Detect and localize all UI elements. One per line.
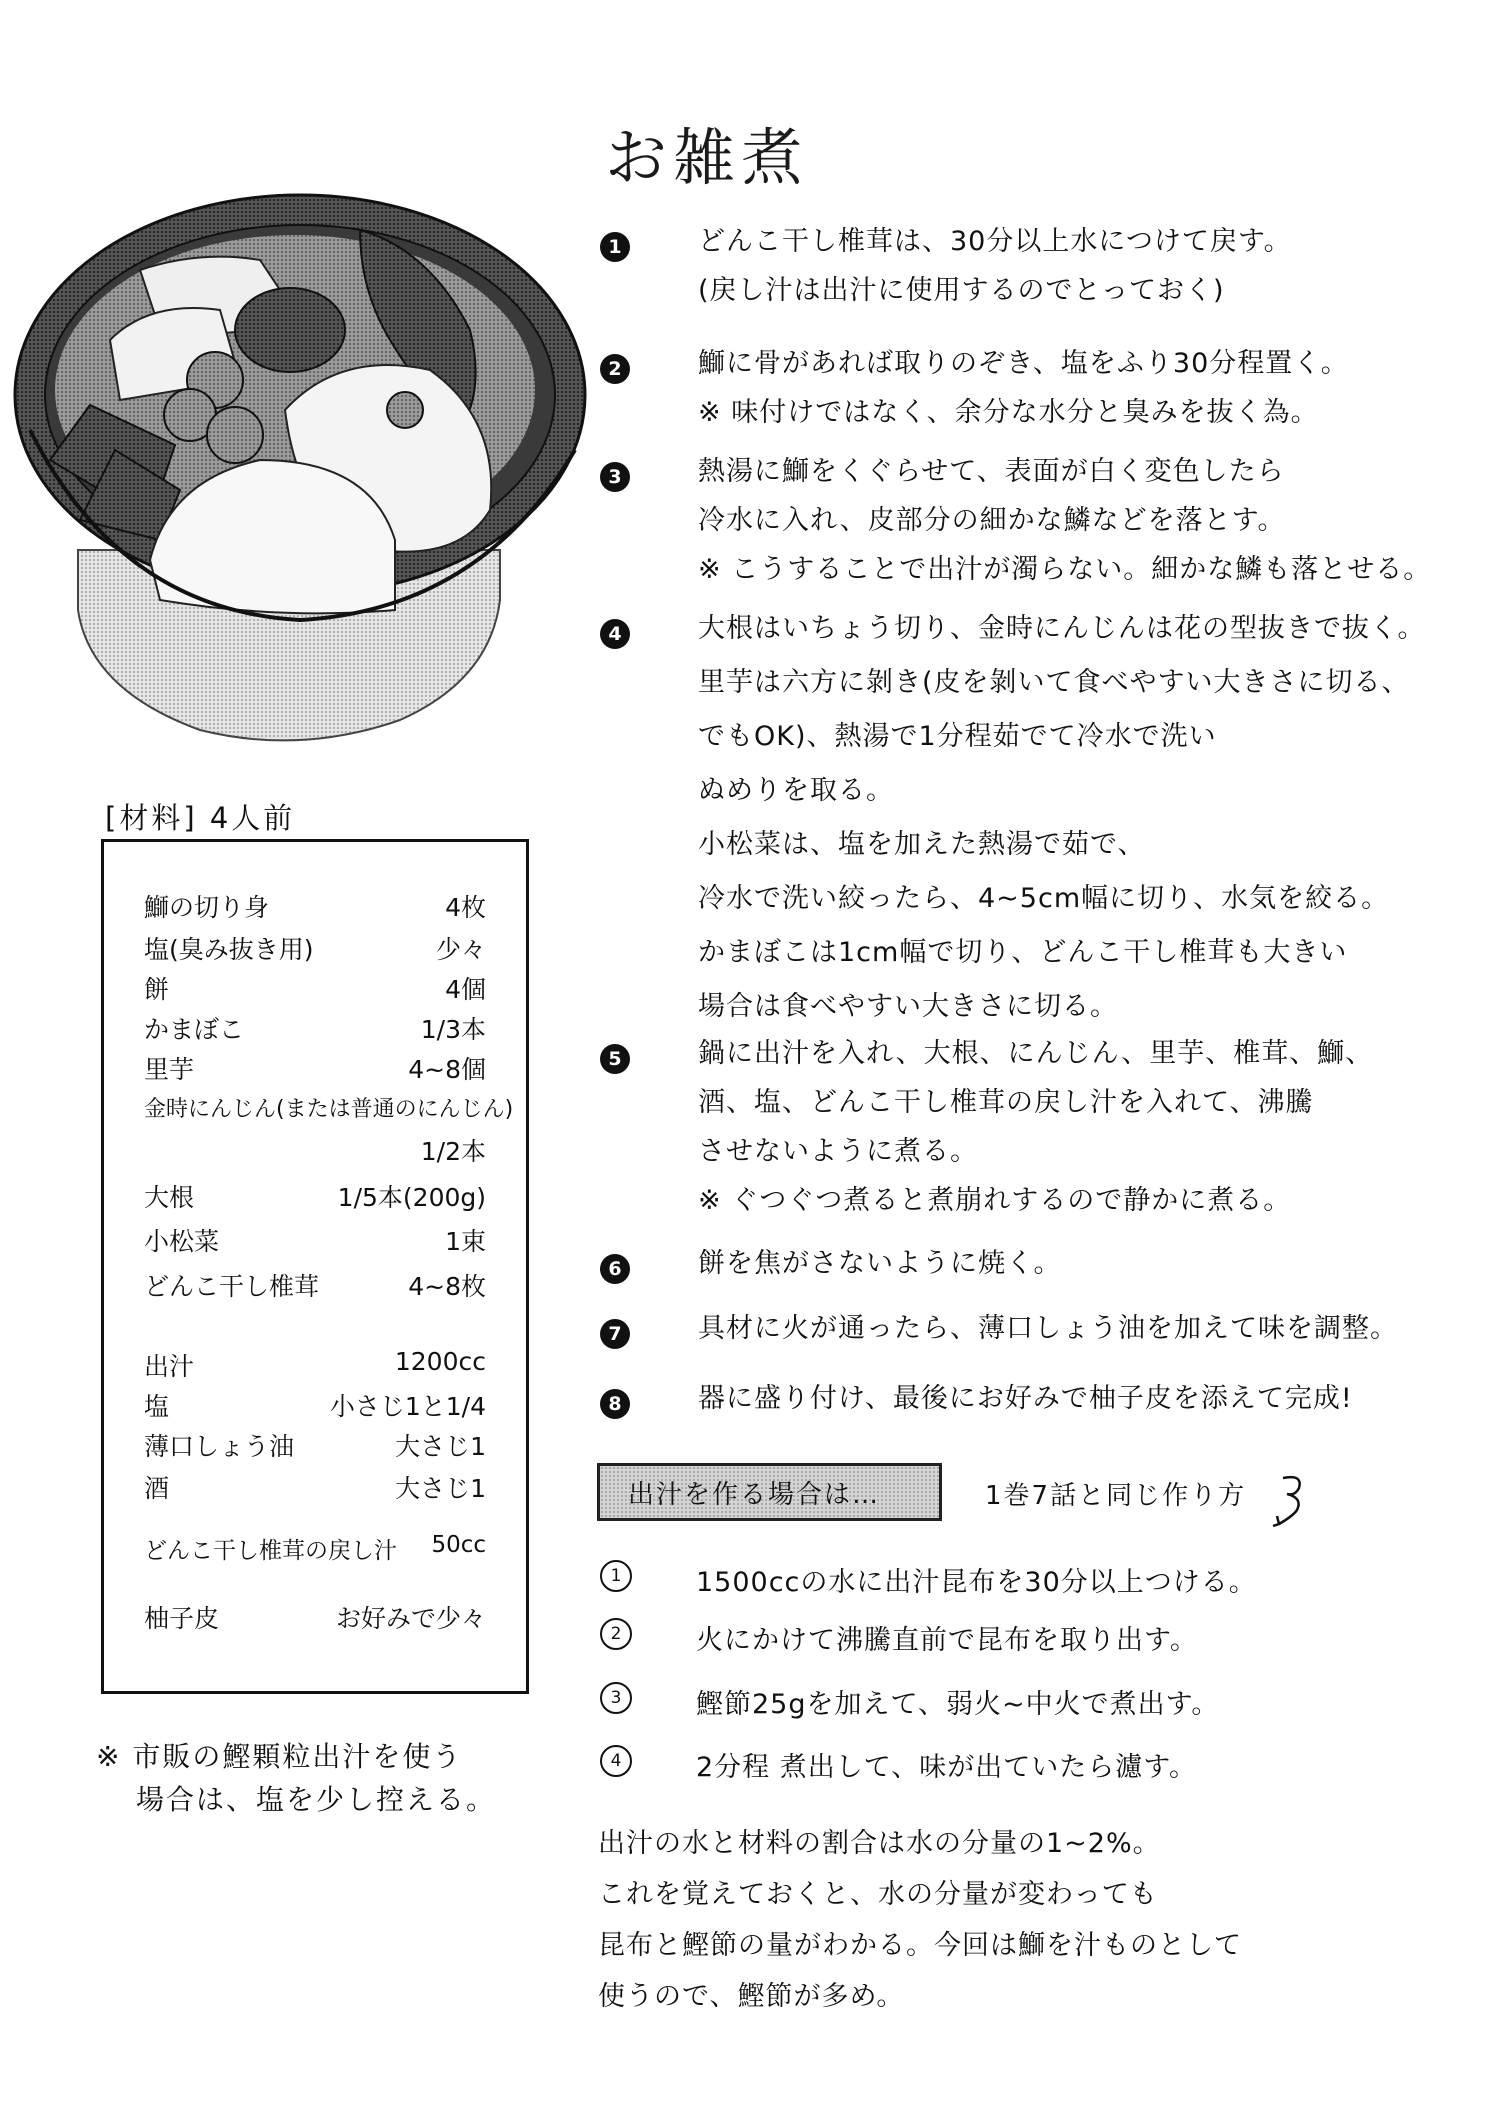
step-text: (戻し汁は出汁に使用するのでとっておく) xyxy=(698,275,1225,306)
ingredient-qty: 4~8個 xyxy=(408,1055,486,1084)
footnote-line: 場合は、塩を少し控える。 xyxy=(136,1783,497,1817)
ingredient-name: 餅 xyxy=(144,975,170,1004)
step-text: させないように煮る。 xyxy=(698,1136,978,1167)
step-number-circle: 2 xyxy=(600,1618,632,1650)
step-number-badge: 5 xyxy=(600,1044,630,1074)
step-text: 器に盛り付け、最後にお好みで柚子皮を添えて完成! xyxy=(698,1383,1353,1414)
step-text: 熱湯に鰤をくぐらせて、表面が白く変色したら xyxy=(698,456,1285,487)
dashi-granule-footnote xyxy=(96,1735,496,1822)
step-text: ※ 味付けではなく、余分な水分と臭みを抜く為。 xyxy=(698,397,1319,428)
ingredient-row xyxy=(144,1469,486,1503)
ingredient-row xyxy=(144,1427,486,1461)
step-text: 冷水で洗い絞ったら、4~5cm幅に切り、水気を絞る。 xyxy=(698,883,1390,914)
dashi-step-text: 鰹節25gを加えて、弱火~中火で煮出す。 xyxy=(696,1689,1220,1720)
dashi-reference-note: 1巻7話と同じ作り方 xyxy=(985,1481,1247,1511)
note-line: 昆布と鰹節の量がわかる。今回は鰤を汁ものとして xyxy=(598,1930,1242,1961)
note-line: 出汁の水と材料の割合は水の分量の1~2%。 xyxy=(598,1828,1161,1859)
step-text: 里芋は六方に剝き(皮を剝いて食べやすい大きさに切る、 xyxy=(698,667,1410,698)
step-text: どんこ干し椎茸は、30分以上水につけて戻す。 xyxy=(698,226,1292,257)
ingredient-qty: 少々 xyxy=(435,935,486,964)
step-text: ※ ぐつぐつ煮ると煮崩れするので静かに煮る。 xyxy=(698,1185,1292,1216)
ingredient-qty: 4個 xyxy=(445,975,486,1004)
ingredient-row xyxy=(144,1050,486,1084)
step-number-circle: 1 xyxy=(600,1560,632,1592)
footnote-line: ※ 市販の鰹顆粒出汁を使う xyxy=(96,1740,463,1773)
ingredient-qty: 50cc xyxy=(431,1532,486,1558)
ingredient-row xyxy=(144,970,486,1004)
ingredient-row xyxy=(144,1599,486,1633)
ingredient-name: どんこ干し椎茸の戻し汁 xyxy=(144,1538,397,1564)
ozoni-bowl-illustration xyxy=(0,190,600,760)
ingredient-row xyxy=(144,930,486,964)
ingredient-name: 酒 xyxy=(144,1474,170,1503)
ingredient-row xyxy=(144,1092,514,1126)
ingredient-row xyxy=(144,888,486,922)
curved-arrow-icon xyxy=(1265,1470,1315,1530)
ingredient-row xyxy=(144,1532,486,1566)
step-text: 大根はいちょう切り、金時にんじんは花の型抜きで抜く。 xyxy=(698,613,1426,644)
ingredient-name: どんこ干し椎茸 xyxy=(144,1272,320,1301)
step-text: でもOK)、熱湯で1分程茹でて冷水で洗い xyxy=(698,721,1217,752)
ingredient-row xyxy=(144,1178,486,1212)
ingredient-row xyxy=(144,1222,486,1256)
ingredient-qty: 1/2本 xyxy=(420,1137,486,1166)
step-number-badge: 4 xyxy=(600,619,630,649)
ingredient-name: かまぼこ xyxy=(144,1015,245,1044)
step-number-badge: 2 xyxy=(600,354,630,384)
step-number-circle: 3 xyxy=(600,1682,632,1714)
step-text: 冷水に入れ、皮部分の細かな鱗などを落とす。 xyxy=(698,505,1286,536)
ingredient-qty: お好みで少々 xyxy=(335,1604,486,1633)
recipe-title: お雑煮 xyxy=(605,121,810,194)
ingredients-box xyxy=(101,839,529,1694)
step-text: 具材に火が通ったら、薄口しょう油を加えて味を調整。 xyxy=(698,1313,1398,1344)
step-number-badge: 1 xyxy=(600,232,630,262)
ingredient-qty: 大さじ1 xyxy=(395,1432,486,1461)
step-text: ぬめりを取る。 xyxy=(698,775,894,806)
ingredient-name: 里芋 xyxy=(144,1055,195,1084)
step-number-badge: 8 xyxy=(600,1389,630,1419)
ingredient-name: 鰤の切り身 xyxy=(144,893,270,922)
ingredient-row xyxy=(144,1387,486,1421)
step-text: 鰤に骨があれば取りのぞき、塩をふり30分程置く。 xyxy=(698,348,1349,379)
ingredient-row xyxy=(144,1132,486,1166)
ingredient-name: 塩(臭み抜き用) xyxy=(144,935,314,964)
ingredient-name: 金時にんじん(または普通のにんじん) xyxy=(144,1097,514,1122)
ingredient-row xyxy=(144,1267,486,1301)
ingredients-label: [材料] 4人前 xyxy=(105,801,296,835)
step-number-badge: 6 xyxy=(600,1254,630,1284)
note-line: 使うので、鰹節が多め。 xyxy=(598,1981,905,2012)
dashi-step-text: 火にかけて沸騰直前で昆布を取り出す。 xyxy=(696,1625,1198,1656)
step-number-badge: 3 xyxy=(600,462,630,492)
step-text: かまぼこは1cm幅で切り、どんこ干し椎茸も大きい xyxy=(698,937,1348,968)
ingredient-name: 小松菜 xyxy=(144,1227,220,1256)
ingredient-row xyxy=(144,1010,486,1044)
ingredient-name: 薄口しょう油 xyxy=(144,1432,295,1461)
ingredient-qty: 1200cc xyxy=(394,1347,486,1376)
step-text: 鍋に出汁を入れ、大根、にんじん、里芋、椎茸、鰤、 xyxy=(698,1038,1374,1069)
step-text: 小松菜は、塩を加えた熱湯で茹で、 xyxy=(698,829,1146,860)
ingredient-name: 出汁 xyxy=(144,1352,195,1381)
ingredient-qty: 1/3本 xyxy=(420,1015,486,1044)
dashi-ratio-notes xyxy=(598,1830,1242,2034)
step-text: ※ こうすることで出汁が濁らない。細かな鱗も落とせる。 xyxy=(698,554,1432,585)
dashi-step-text: 2分程 煮出して、味が出ていたら濾す。 xyxy=(696,1752,1198,1783)
step-text: 酒、塩、どんこ干し椎茸の戻し汁を入れて、沸騰 xyxy=(698,1087,1314,1118)
ingredient-qty: 1/5本(200g) xyxy=(337,1183,486,1212)
step-text: 餅を焦がさないように焼く。 xyxy=(698,1248,1062,1279)
ingredient-name: 柚子皮 xyxy=(144,1604,220,1633)
dashi-section-header: 出汁を作る場合は… xyxy=(597,1463,942,1521)
ingredient-name: 塩 xyxy=(144,1392,170,1421)
note-line: これを覚えておくと、水の分量が変わっても xyxy=(598,1879,1158,1910)
ingredient-qty: 小さじ1と1/4 xyxy=(329,1392,486,1421)
ingredient-qty: 大さじ1 xyxy=(395,1474,486,1503)
step-number-badge: 7 xyxy=(600,1319,630,1349)
ingredient-qty: 1束 xyxy=(445,1227,486,1256)
step-number-circle: 4 xyxy=(600,1745,632,1777)
ingredient-row xyxy=(144,1347,486,1381)
dashi-step-text: 1500ccの水に出汁昆布を30分以上つける。 xyxy=(696,1567,1257,1598)
step-text: 場合は食べやすい大きさに切る。 xyxy=(698,991,1118,1022)
ingredient-name: 大根 xyxy=(144,1183,195,1212)
ingredient-qty: 4~8枚 xyxy=(408,1272,486,1301)
ingredient-qty: 4枚 xyxy=(445,893,486,922)
